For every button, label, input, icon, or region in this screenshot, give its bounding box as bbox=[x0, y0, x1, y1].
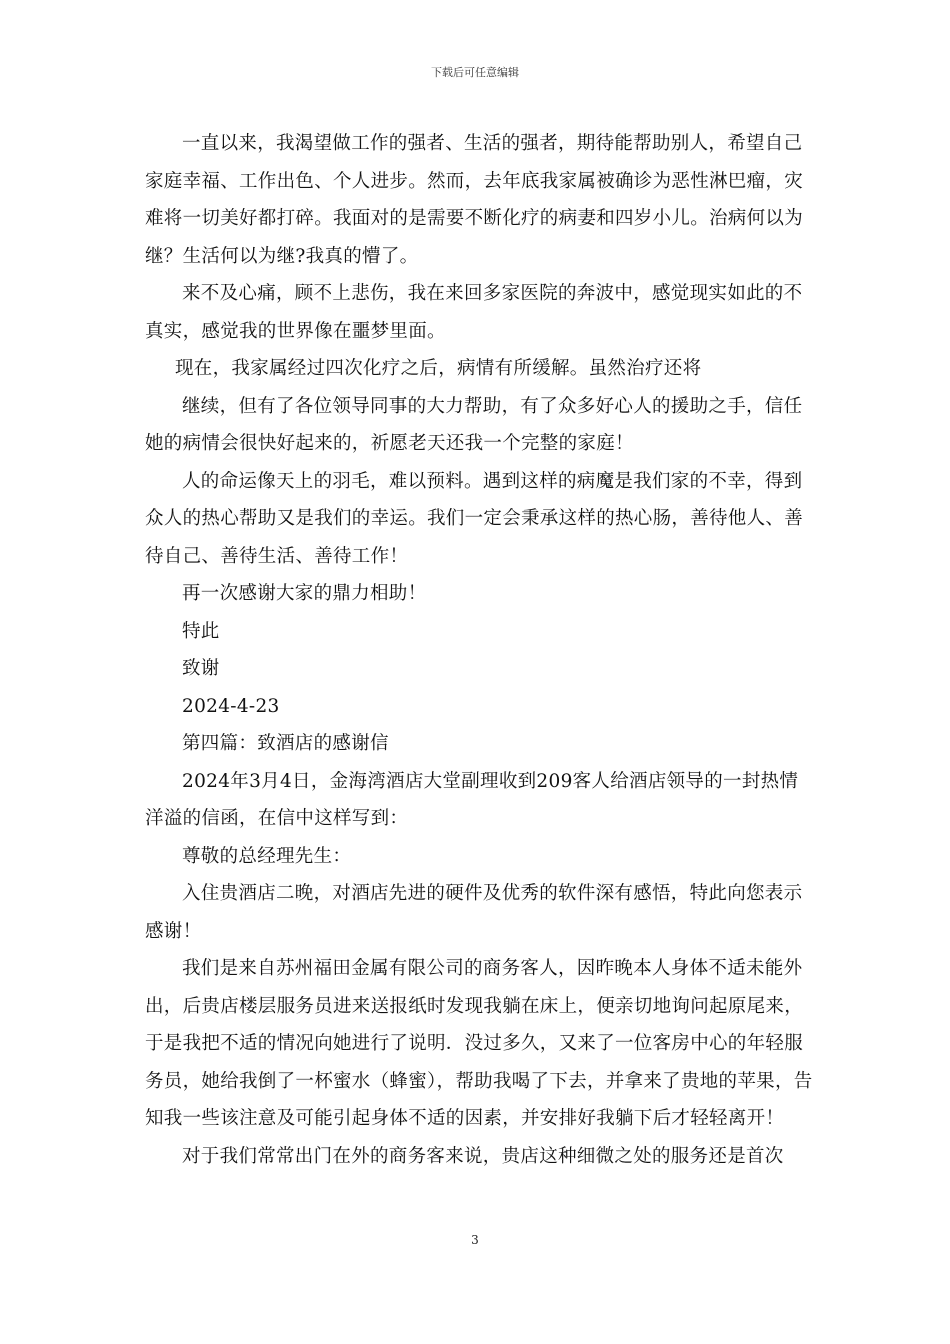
paragraph: 我们是来自苏州福田金属有限公司的商务客人，因昨晚本人身体不适未能外出，后贵店楼层服务员进来送报纸时发现我躺在床上，便亲切地询问起原尾来，于是我把不适的情况向她进行了说明．没过多久，又来了一位客房中心的年轻服务员，她给我倒了一杯蜜水（蜂蜜），帮助我喝了下去，并拿来了贵地的苹果，告知我一些该注意及可能引起身体不适的因素，并安排好我躺下后才轻轻离开！ bbox=[145, 958, 813, 1129]
page-number: 3 bbox=[471, 1233, 479, 1247]
header-note: 下载后可任意编辑 bbox=[431, 66, 519, 79]
salutation: 尊敬的总经理先生： bbox=[182, 845, 352, 867]
document-body bbox=[145, 125, 815, 1175]
paragraph: 特此 bbox=[182, 620, 220, 642]
paragraph: 致谢 bbox=[182, 658, 220, 679]
paragraph: 一直以来，我渴望做工作的强者、生活的强者，期待能帮助别人，希望自己家庭幸福、工作出色、个人进步。然而，去年底我家属被确诊为恶性淋巴瘤，灾难将一切美好都打碎。我面对的是需要不断化疗的病妻和四岁小儿。治病何以为继？生活何以为继?我真的懵了。 bbox=[145, 133, 804, 267]
paragraph: 2024年3月4日，金海湾酒店大堂副理收到209客人给酒店领导的一封热情洋溢的信函，在信中这样写到： bbox=[145, 770, 799, 829]
paragraph: 入住贵酒店二晚，对酒店先进的硬件及优秀的软件深有感悟，特此向您表示感谢！ bbox=[145, 883, 803, 942]
paragraph: 继续，但有了各位领导同事的大力帮助，有了众多好心人的援助之手，信任她的病情会很快好起来的，祈愿老天还我一个完整的家庭！ bbox=[145, 395, 803, 454]
paragraph: 来不及心痛，顾不上悲伤，我在来回多家医院的奔波中，感觉现实如此的不真实，感觉我的世界像在噩梦里面。 bbox=[145, 283, 803, 342]
paragraph: 再一次感谢大家的鼎力相助！ bbox=[182, 583, 427, 604]
date-line: 2024-4-23 bbox=[182, 695, 280, 717]
paragraph: 现在，我家属经过四次化疗之后，病情有所缓解。虽然治疗还将 bbox=[175, 358, 702, 379]
paragraph: 对于我们常常出门在外的商务客来说，贵店这种细微之处的服务还是首次 bbox=[182, 1145, 784, 1167]
paragraph: 人的命运像天上的羽毛，难以预料。遇到这样的病魔是我们家的不幸，得到众人的热心帮助又是我们的幸运。我们一定会秉承这样的热心肠，善待他人、善待自己、善待生活、善待工作！ bbox=[145, 470, 804, 567]
section-title: 第四篇：致酒店的感谢信 bbox=[182, 733, 389, 754]
